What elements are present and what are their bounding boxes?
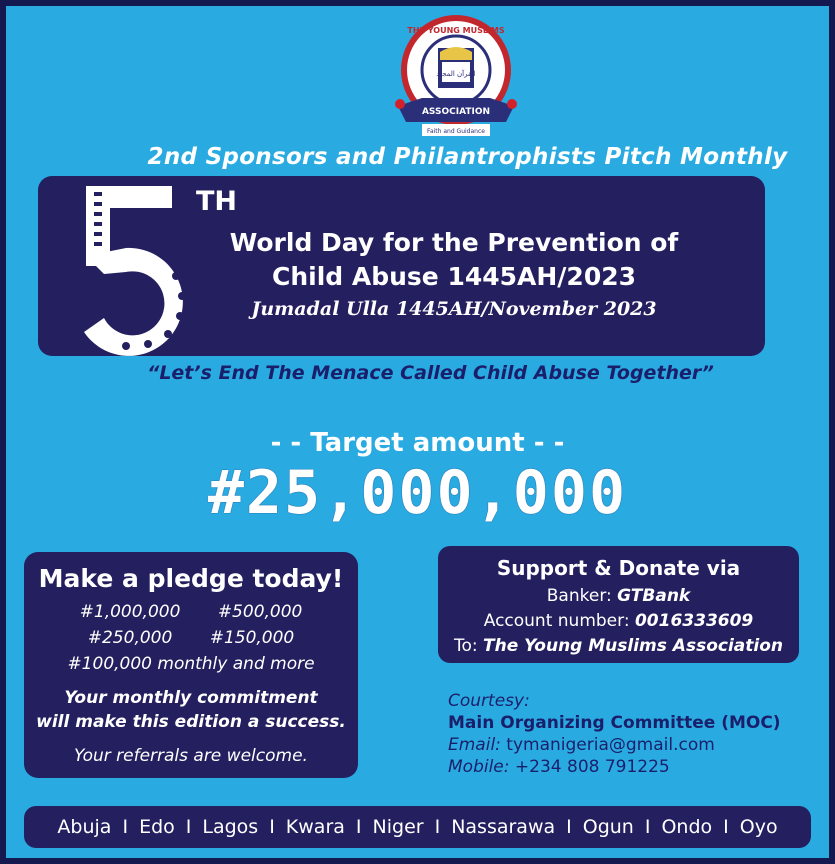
state-separator: I — [434, 816, 441, 838]
event-title-line1: World Day for the Prevention of — [229, 228, 679, 257]
account-line — [438, 611, 799, 631]
state-name: Nassarawa — [451, 816, 556, 838]
mobile-value[interactable]: +234 808 791225 — [509, 757, 670, 777]
pledge-commitment — [24, 686, 358, 734]
pledge-referrals: Your referrals are welcome. — [74, 746, 308, 766]
state-name: Niger — [372, 816, 424, 838]
account-number: 0016333609 — [634, 611, 754, 631]
email-value[interactable]: tymanigeria@gmail.com — [500, 735, 715, 755]
pledge-amounts-row1 — [24, 602, 358, 622]
recipient-label: To: — [454, 636, 484, 656]
email-label: Email: — [448, 735, 501, 755]
state-separator: I — [723, 816, 729, 838]
state-name: Ondo — [661, 816, 713, 838]
pledge-box — [24, 552, 358, 778]
state-separator: I — [122, 816, 129, 838]
pledge-title: Make a pledge today! — [38, 564, 344, 593]
pledge-amount: #150,000 — [209, 628, 295, 648]
email-line — [448, 734, 818, 756]
commitment-line1: Your monthly commitment — [64, 688, 318, 708]
courtesy-block — [448, 690, 818, 778]
state-separator: I — [566, 816, 572, 838]
donate-title: Support & Donate via — [496, 556, 741, 580]
commitment-line2: will make this edition a success. — [36, 712, 346, 732]
state-name: Oyo — [739, 816, 778, 838]
recipient-line — [438, 636, 799, 656]
event-date: Jumadal Ulla 1445AH/November 2023 — [251, 298, 657, 320]
pledge-amount: #250,000 — [87, 628, 173, 648]
pledge-amounts-row2 — [24, 628, 358, 648]
event-title-line2: Child Abuse 1445AH/2023 — [271, 262, 637, 291]
target-label: - - Target amount - - — [270, 428, 565, 458]
svg-text:THE YOUNG MUSLIMS: THE YOUNG MUSLIMS — [407, 26, 505, 35]
state-separator: I — [269, 816, 275, 838]
banker-value: GTBank — [617, 586, 691, 606]
state-name: Ogun — [582, 816, 634, 838]
mobile-line — [448, 756, 818, 778]
pledge-amount: #500,000 — [217, 602, 303, 622]
edition-suffix: TH — [196, 186, 238, 217]
courtesy-label: Courtesy: — [448, 691, 530, 711]
pitch-title: 2nd Sponsors and Philantrophists Pitch Monthly — [147, 144, 788, 170]
svg-text:القرآن المجيد: القرآن المجيد — [436, 70, 476, 78]
mobile-label: Mobile: — [448, 757, 510, 777]
banker-label: Banker: — [546, 586, 618, 606]
committee-name: Main Organizing Committee (MOC) — [448, 713, 781, 733]
state-separator: I — [355, 816, 362, 838]
banker-line — [438, 586, 799, 606]
state-separator: I — [644, 816, 651, 838]
account-label: Account number: — [483, 611, 635, 631]
slogan: “Let’s End The Menace Called Child Abuse Together” — [147, 362, 714, 384]
state-name: Abuja — [57, 816, 112, 838]
target-amount: #25,000,000 — [207, 458, 628, 528]
state-name: Lagos — [202, 816, 259, 838]
pledge-amount: #1,000,000 — [79, 602, 181, 622]
state-name: Kwara — [285, 816, 345, 838]
state-name: Edo — [139, 816, 175, 838]
states-bar — [24, 806, 811, 848]
svg-text:ASSOCIATION: ASSOCIATION — [421, 107, 491, 117]
state-separator: I — [185, 816, 192, 838]
svg-text:5: 5 — [139, 302, 140, 303]
svg-text:Faith and Guidance: Faith and Guidance — [427, 128, 485, 135]
organization-logo — [394, 14, 518, 142]
donate-box — [438, 546, 799, 663]
pledge-monthly: #100,000 monthly and more — [67, 654, 315, 674]
recipient-value: The Young Muslims Association — [483, 636, 783, 656]
